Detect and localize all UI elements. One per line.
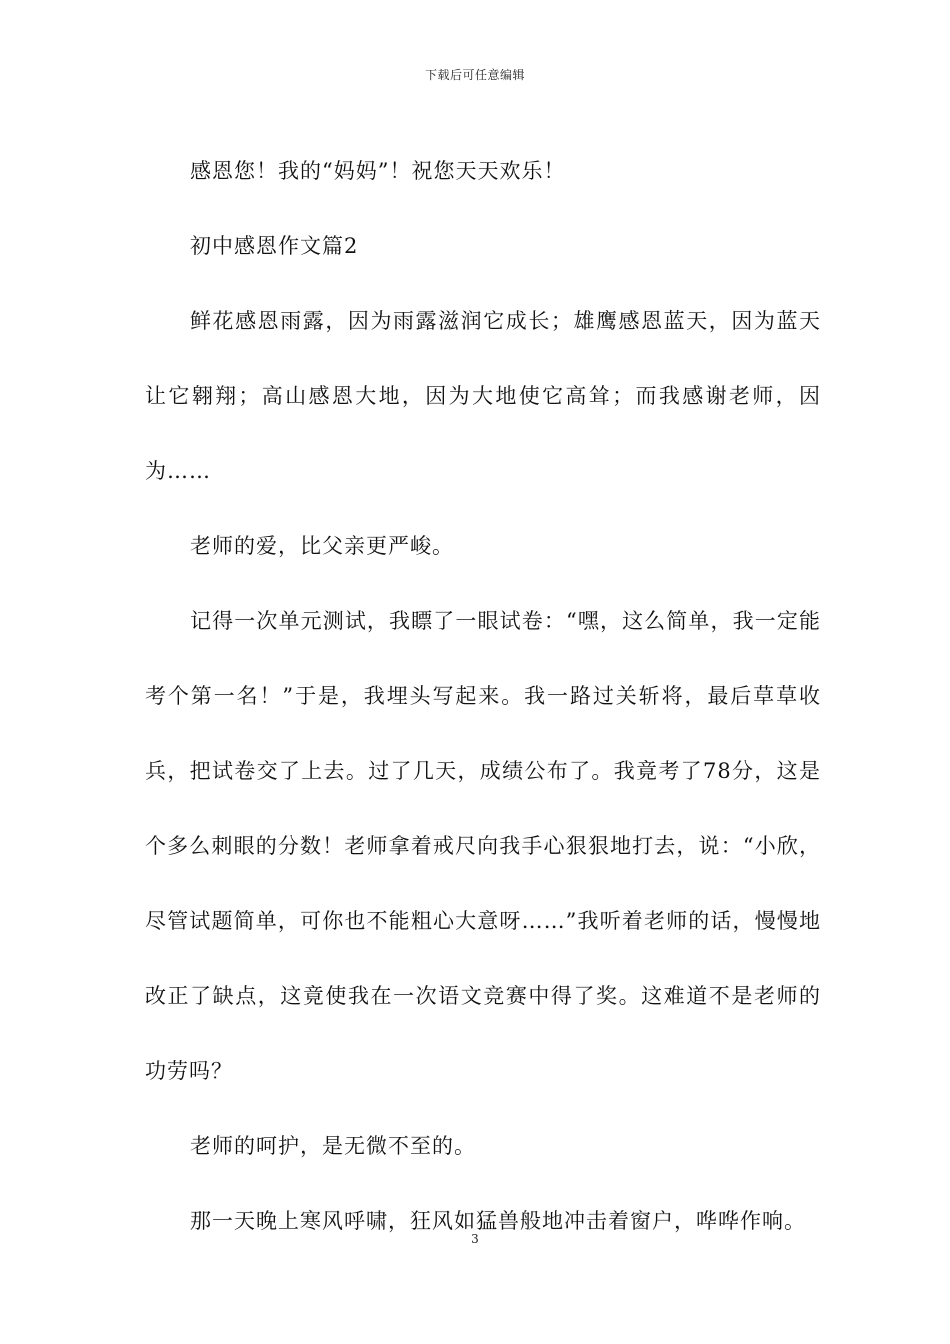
paragraph-4: 老师的爱，比父亲更严峻。 [190, 534, 454, 558]
paragraph-1: 感恩您！我的“妈妈”！祝您天天欢乐！ [190, 159, 566, 183]
paragraph-5: 记得一次单元测试，我瞟了一眼试卷：“嘿，这么简单，我一定能考个第一名！”于是，我埋头写起来。我一路过关斩将，最后草草收兵，把试卷交了上去。过了几天，成绩公布了。我竟考了78分，这是个多么刺眼的分数！老师拿着戒尺向我手心狠狠地打去，说：“小欣，尽管试题简单，可你也不能粗心大意呀……”我听着老师的话，慢慢地改正了缺点，这竟使我在一次语文竞赛中得了奖。这难道不是老师的功劳吗？ [145, 609, 821, 1083]
document-body [145, 134, 821, 1259]
paragraph-6: 老师的呵护，是无微不至的。 [190, 1134, 476, 1158]
paragraph-7: 那一天晚上寒风呼啸，狂风如猛兽般地冲击着窗户，哗哗作响。 [190, 1209, 806, 1233]
section-heading: 初中感恩作文篇2 [190, 234, 359, 258]
page-number: 3 [471, 1232, 479, 1246]
page-header: 下载后可任意编辑 [424, 68, 525, 82]
paragraph-3: 鲜花感恩雨露，因为雨露滋润它成长；雄鹰感恩蓝天，因为蓝天让它翱翔；高山感恩大地，因为大地使它高耸；而我感谢老师，因为…… [145, 309, 821, 483]
